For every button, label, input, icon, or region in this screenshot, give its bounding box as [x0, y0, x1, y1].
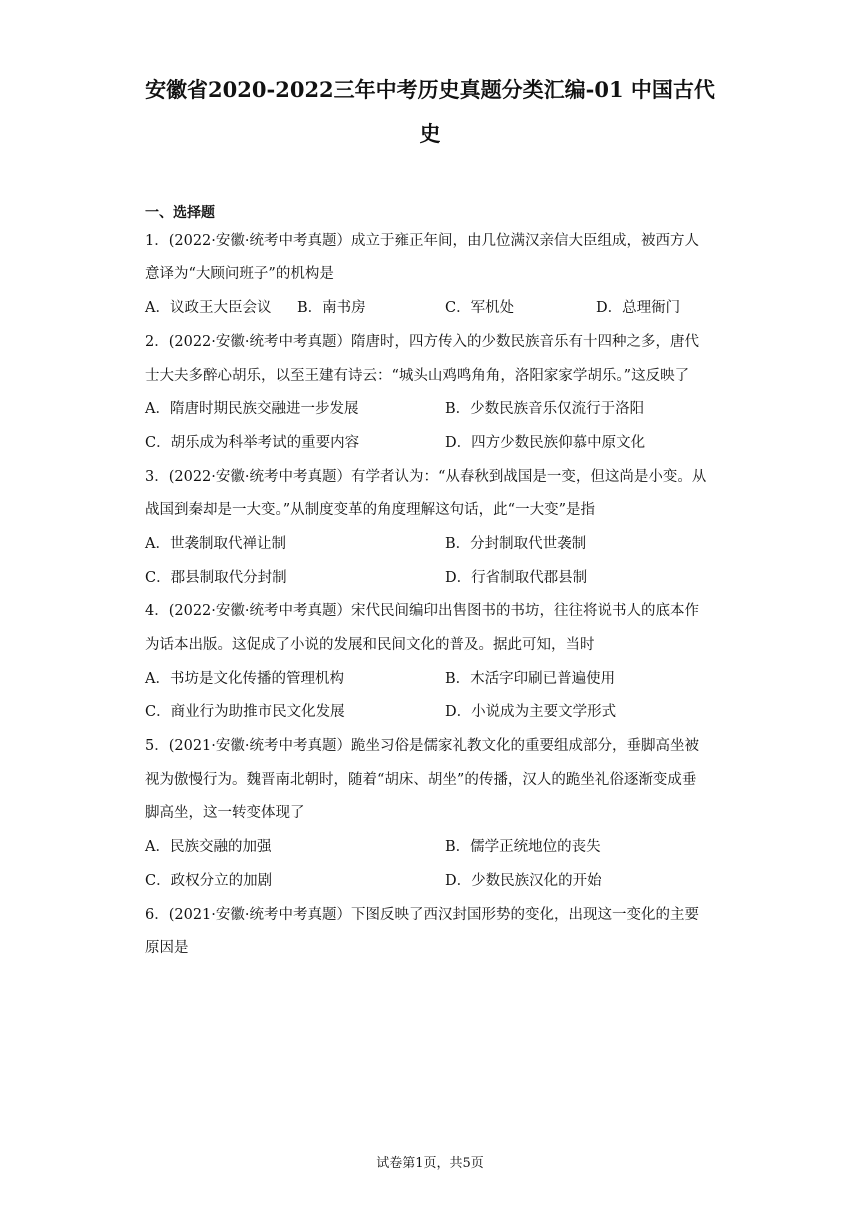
- question-1-line-2: 意译为“大顾问班子”的机构是: [145, 266, 334, 282]
- question-6-line-2: 原因是: [145, 940, 189, 956]
- question-2-option-a: A．隋唐时期民族交融进一步发展: [145, 401, 359, 417]
- question-1-option-c: C．军机处: [445, 300, 515, 316]
- question-4-line-1: 4．(2022·安徽·统考中考真题）宋代民间编印出售图书的书坊，往往将说书人的底本作: [145, 603, 699, 619]
- question-5-line-3: 脚高坐，这一转变体现了: [145, 805, 305, 821]
- question-3-option-b: B．分封制取代世袭制: [445, 536, 587, 552]
- question-5-line-1: 5．(2021·安徽·统考中考真题）跪坐习俗是儒家礼教文化的重要组成部分，垂脚高坐被: [145, 738, 699, 754]
- question-4-line-2: 为话本出版。这促成了小说的发展和民间文化的普及。据此可知，当时: [145, 637, 595, 653]
- section-heading: 一、选择题: [145, 205, 215, 221]
- question-4-option-b: B．木活字印刷已普遍使用: [445, 671, 616, 687]
- question-2-option-c: C．胡乐成为科举考试的重要内容: [145, 435, 360, 451]
- question-6-line-1: 6．(2021·安徽·统考中考真题）下图反映了西汉封国形势的变化，出现这一变化的主要: [145, 907, 699, 923]
- question-1-line-1: 1．(2022·安徽·统考中考真题）成立于雍正年间，由几位满汉亲信大臣组成，被西方人: [145, 233, 699, 249]
- page-footer: 试卷第1页，共5页: [376, 1156, 484, 1171]
- page-title-line-2: 史: [419, 121, 441, 146]
- question-4-option-d: D．小说成为主要文学形式: [445, 704, 617, 720]
- question-4-option-c: C．商业行为助推市民文化发展: [145, 704, 345, 720]
- question-1-option-a: A．议政王大臣会议: [145, 300, 272, 316]
- question-3-line-2: 战国到秦却是一大变。”从制度变革的角度理解这句话，此“一大变”是指: [145, 502, 595, 518]
- question-2-option-d: D．四方少数民族仰慕中原文化: [445, 435, 646, 451]
- question-2-option-b: B．少数民族音乐仅流行于洛阳: [445, 401, 645, 417]
- question-5-option-b: B．儒学正统地位的丧失: [445, 839, 601, 855]
- question-1-option-d: D．总理衙门: [596, 300, 681, 316]
- question-1-option-b: B．南书房: [297, 300, 366, 316]
- question-5-option-c: C．政权分立的加剧: [145, 873, 273, 889]
- question-3-option-a: A．世袭制取代禅让制: [145, 536, 286, 552]
- question-4-option-a: A．书坊是文化传播的管理机构: [145, 671, 344, 687]
- question-3-option-d: D．行省制取代郡县制: [445, 570, 588, 586]
- question-5-line-2: 视为傲慢行为。魏晋南北朝时，随着“胡床、胡坐”的传播，汉人的跪坐礼俗逐渐变成垂: [145, 772, 697, 788]
- question-2-line-2: 士大夫多醉心胡乐，以至王建有诗云：“城头山鸡鸣角角，洛阳家家学胡乐。”这反映了: [145, 368, 690, 384]
- page-title-line-1: 安徽省2020-2022三年中考历史真题分类汇编-01 中国古代: [145, 77, 715, 102]
- question-5-option-a: A．民族交融的加强: [145, 839, 272, 855]
- question-5-option-d: D．少数民族汉化的开始: [445, 873, 602, 889]
- question-3-line-1: 3．(2022·安徽·统考中考真题）有学者认为：“从春秋到战国是一变，但这尚是小变。从: [145, 469, 707, 485]
- question-3-option-c: C．郡县制取代分封制: [145, 570, 287, 586]
- question-2-line-1: 2．(2022·安徽·统考中考真题）隋唐时，四方传入的少数民族音乐有十四种之多，唐代: [145, 334, 699, 350]
